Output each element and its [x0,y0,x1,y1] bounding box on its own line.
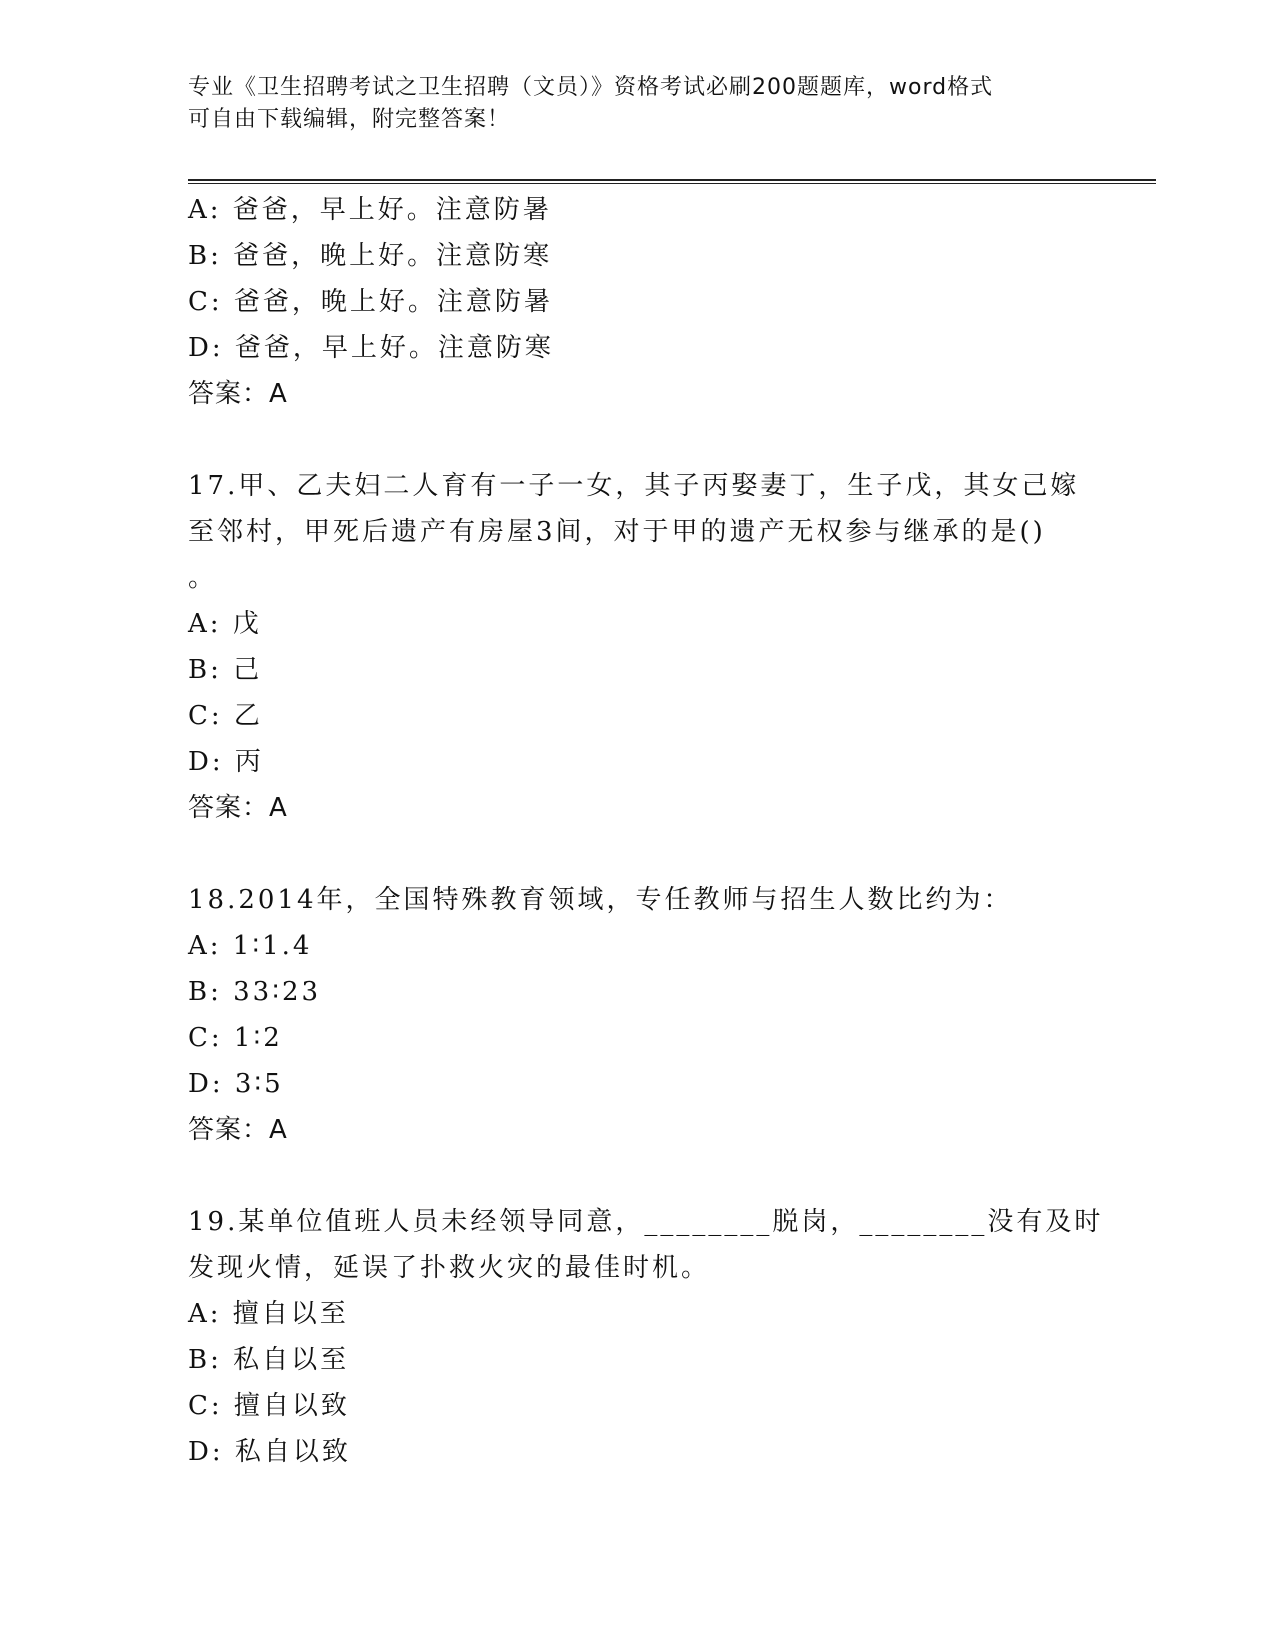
question-text-line-1: 18.2014年，全国特殊教育领域，专任教师与招生人数比约为： [188,885,1013,915]
question-16 [188,187,1088,417]
question-text-line-1: 19.某单位值班人员未经领导同意，________脱岗，________没有及时 [188,1207,1104,1237]
option-a: A: 擅自以至 [188,1299,349,1329]
option-b: B: 爸爸，晚上好。注意防寒 [188,241,553,271]
header-line-1: 专业《卫生招聘考试之卫生招聘（文员）》资格考试必刷200题题库，word格式 [188,75,994,100]
option-c: C: 爸爸，晚上好。注意防暑 [188,287,553,317]
spacer [188,417,1088,463]
option-c: C: 擅自以致 [188,1391,350,1421]
question-list [188,187,1104,1475]
question-19 [188,1199,1104,1475]
option-d: D: 爸爸，早上好。注意防寒 [188,333,554,363]
option-c: C: 乙 [188,701,263,731]
header-line-2: 可自由下载编辑，附完整答案！ [188,107,511,132]
option-d: D: 丙 [188,747,264,777]
answer: 答案：A [188,1115,288,1145]
option-d: D: 私自以致 [188,1437,351,1467]
question-17 [188,463,1088,831]
option-a: A: 1∶1.4 [188,931,313,961]
answer: 答案：A [188,379,288,409]
spacer [188,1153,1088,1199]
option-a: A: 爸爸，早上好。注意防暑 [188,195,552,225]
question-text-line-1: 17.甲、乙夫妇二人育有一子一女，其子丙娶妻丁，生子戊，其女己嫁 [188,471,1080,501]
header-rule-thick [188,179,1156,181]
document-header [188,72,1068,136]
question-text-line-2: 发现火情，延误了扑救火灾的最佳时机。 [188,1253,711,1283]
header-rule-thin [188,183,1156,184]
question-18 [188,877,1088,1153]
option-c: C: 1∶2 [188,1023,283,1053]
option-a: A: 戊 [188,609,262,639]
spacer [188,831,1088,877]
answer: 答案：A [188,793,288,823]
option-b: B: 己 [188,655,263,685]
question-text-line-2: 至邻村，甲死后遗产有房屋3间，对于甲的遗产无权参与继承的是() [188,517,1046,547]
option-b: B: 33∶23 [188,977,322,1007]
question-text-line-3: 。 [188,563,218,593]
option-b: B: 私自以至 [188,1345,350,1375]
option-d: D: 3∶5 [188,1069,284,1099]
